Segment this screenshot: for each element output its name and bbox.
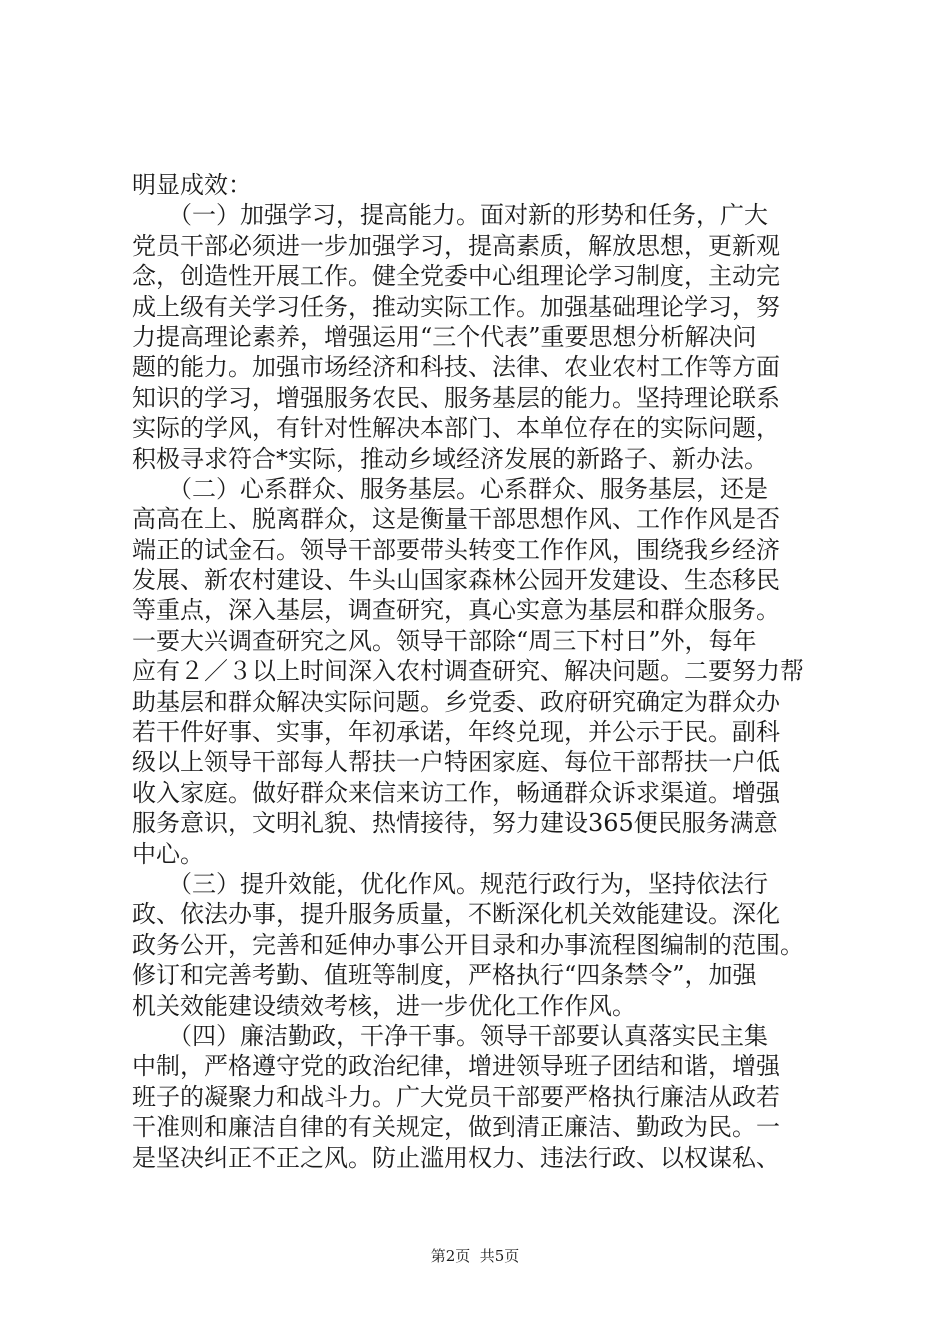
- text-line: 是坚决纠正不正之风。防止滥用权力、违法行政、以权谋私、: [132, 1143, 780, 1172]
- text-line: 题的能力。加强市场经济和科技、法律、农业农村工作等方面: [132, 353, 780, 382]
- text-line: （二）心系群众、服务基层。心系群众、服务基层，还是: [132, 474, 768, 503]
- text-line: 政务公开，完善和延伸办事公开目录和办事流程图编制的范围。: [132, 930, 804, 959]
- text-line: 端正的试金石。领导干部要带头转变工作作风，围绕我乡经济: [132, 535, 780, 564]
- text-line: 应有２／３以上时间深入农村调查研究、解决问题。二要努力帮: [132, 657, 804, 686]
- text-line: 力提高理论素养，增强运用“三个代表”重要思想分析解决问: [132, 322, 757, 351]
- text-line: 机关效能建设绩效考核，进一步优化工作作风。: [132, 991, 636, 1020]
- text-line: 明显成效：: [132, 171, 252, 199]
- text-line: 中制，严格遵守党的政治纪律，增进领导班子团结和谐，增强: [132, 1052, 780, 1081]
- text-line: 发展、新农村建设、牛头山国家森林公园开发建设、生态移民: [132, 566, 780, 595]
- text-line: 收入家庭。做好群众来信来访工作，畅通群众诉求渠道。增强: [132, 778, 780, 807]
- text-line: 服务意识，文明礼貌、热情接待，努力建设365便民服务满意: [132, 809, 778, 838]
- text-line: 中心。: [132, 839, 204, 868]
- text-line: 级以上领导干部每人帮扶一户特困家庭、每位干部帮扶一户低: [132, 748, 780, 777]
- text-line: 班子的凝聚力和战斗力。广大党员干部要严格执行廉洁从政若: [132, 1082, 780, 1111]
- text-line: 成上级有关学习任务，推动实际工作。加强基础理论学习，努: [132, 292, 780, 321]
- text-line: 念，创造性开展工作。健全党委中心组理论学习制度，主动完: [132, 262, 780, 291]
- document-body: [132, 170, 832, 1173]
- text-line: 知识的学习，增强服务农民、服务基层的能力。坚持理论联系: [132, 383, 780, 412]
- text-line: 若干件好事、实事，年初承诺，年终兑现，并公示于民。副科: [132, 718, 780, 747]
- text-line: 修订和完善考勤、值班等制度，严格执行“四条禁令”，加强: [132, 961, 757, 990]
- page-number-footer: 第2页 共5页: [430, 1247, 520, 1265]
- text-line: （三）提升效能，优化作风。规范行政行为，坚持依法行: [132, 869, 768, 898]
- text-line: 高高在上、脱离群众，这是衡量干部思想作风、工作作风是否: [132, 505, 780, 534]
- text-line: 等重点，深入基层，调查研究，真心实意为基层和群众服务。: [132, 596, 780, 625]
- text-line: 干准则和廉洁自律的有关规定，做到清正廉洁、勤政为民。一: [132, 1113, 780, 1142]
- text-line: 实际的学风，有针对性解决本部门、本单位存在的实际问题，: [132, 414, 780, 443]
- text-line: 党员干部必须进一步加强学习，提高素质，解放思想，更新观: [132, 231, 780, 260]
- text-line: 政、依法办事，提升服务质量，不断深化机关效能建设。深化: [132, 900, 780, 929]
- text-line: 积极寻求符合*实际，推动乡域经济发展的新路子、新办法。: [132, 444, 768, 473]
- text-line: 一要大兴调查研究之风。领导干部除“周三下村日”外，每年: [132, 626, 757, 655]
- text-line: （四）廉洁勤政，干净干事。领导干部要认真落实民主集: [132, 1021, 768, 1050]
- text-line: 助基层和群众解决实际问题。乡党委、政府研究确定为群众办: [132, 687, 780, 716]
- text-line: （一）加强学习，提高能力。面对新的形势和任务，广大: [132, 201, 768, 230]
